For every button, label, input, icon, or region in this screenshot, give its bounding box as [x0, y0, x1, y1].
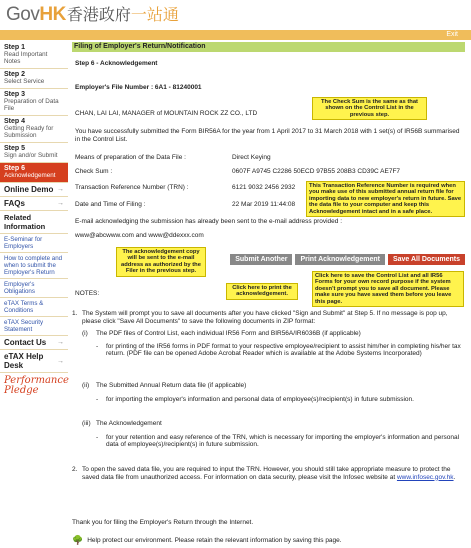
sidebar-link-how-to-complete[interactable]: How to complete and when to submit the Employer's Return — [0, 253, 68, 279]
callout-checksum: The Check Sum is the same as that shown on the Control List in the previous step. — [312, 97, 427, 120]
arrow-right-icon: → — [57, 200, 64, 207]
email-addresses: www@abcwww.com and www@ddexxx.com — [75, 232, 204, 239]
note-number: 1. — [72, 310, 78, 317]
logo-zh-text: 香港政府 — [66, 5, 131, 24]
sidebar-etax-help-desk[interactable] — [0, 350, 68, 373]
filing-date-label: Date and Time of Filing : — [75, 201, 146, 208]
filing-date-value: 22 Mar 2019 11:44:08 — [232, 201, 296, 208]
step-label: Acknowledgement — [4, 172, 56, 179]
sub-item-detail: for printing of the IR56 forms in PDF format to your respective employee/recipient to assist him/her in completing his/her tax return. (PDF file can be opened Adobe Acrobat Reader which is available at the Adobe Systems Incorporated) — [106, 342, 461, 358]
email-sent-text: E-mail acknowledging the submission has already been sent to the e-mail address provided : — [75, 218, 343, 225]
sidebar-link-obligations[interactable]: Employer's Obligations — [0, 279, 68, 298]
govhk-logo[interactable] — [6, 2, 179, 26]
page-title: Filing of Employer's Return/Notification — [72, 42, 465, 52]
sidebar-step-5 — [0, 143, 68, 163]
employer-file-number: Employer's File Number : 6A1 - 81240001 — [75, 84, 202, 91]
checksum-label: Check Sum : — [75, 168, 113, 175]
step-number: Step 2 — [4, 71, 26, 78]
sidebar — [0, 42, 68, 399]
logo-hk-text: HK — [39, 4, 66, 25]
performance-pledge-link[interactable]: Performance Pledge — [4, 375, 69, 396]
callout-print: Click here to print the acknowledgement. — [226, 283, 298, 300]
tree-icon: 🌳 — [72, 535, 84, 545]
note-1-iii: (iii) The Acknowledgement - for your retention and easy reference of the TRN, which is necessary for importing the employer's information and personal data of employee(s)/recipient(s) in future submission. — [72, 420, 465, 449]
sub-item-label: (ii) — [82, 382, 90, 389]
means-value: Direct Keying — [232, 154, 271, 161]
sidebar-step-6-active — [0, 163, 68, 183]
thank-you-text: Thank you for filing the Employer's Return through the Internet. — [72, 519, 254, 526]
step-label: Sign and/or Submit — [4, 152, 58, 159]
arrow-right-icon: → — [57, 339, 64, 346]
sub-item-label: (iii) — [82, 420, 91, 427]
sub-item-text: The Acknowledgement — [96, 420, 162, 427]
sidebar-contact-us[interactable] — [0, 336, 68, 350]
step-number: Step 6 — [4, 165, 26, 172]
environment-note — [72, 535, 342, 546]
print-acknowledgement-button[interactable]: Print Acknowledgement — [295, 254, 384, 265]
submit-another-button[interactable]: Submit Another — [230, 254, 292, 265]
main-content — [72, 42, 465, 52]
sidebar-link-terms[interactable]: eTAX Terms & Conditions — [0, 298, 68, 317]
callout-trn: This Transaction Reference Number is required when you make use of this submitted annual return file for importing data to new employer's return in future. Save the data file to your computer and keep this Acknowledgement intact and in a safe place. — [306, 181, 465, 217]
sidebar-online-demo[interactable] — [0, 183, 68, 197]
means-label: Means of preparation of the Data File : — [75, 154, 186, 161]
trn-label: Transaction Reference Number (TRN) : — [75, 184, 189, 191]
sidebar-link-e-seminar[interactable]: E-Seminar for Employers — [0, 234, 68, 253]
exit-button[interactable]: Exit — [439, 30, 465, 40]
sidebar-step-1 — [0, 42, 68, 69]
etax-help-label: eTAX Help Desk — [4, 352, 44, 370]
arrow-right-icon: → — [57, 186, 64, 193]
sidebar-step-3 — [0, 89, 68, 116]
step-label: Getting Ready for Submission — [4, 125, 54, 139]
notes-heading: NOTES: — [75, 290, 100, 297]
save-all-documents-button[interactable]: Save All Documents — [388, 254, 465, 265]
logo-gov-text: Gov — [6, 4, 40, 25]
note-1-text: The System will prompt you to save all documents after you have clicked "Sign and Submit" at Step 5. If no message is pop up, please click "Save All Documents" to save the following documents in ZIP format: — [82, 310, 448, 325]
sub-item-detail: for importing the employer's information and personal data of employee(s)/recipient(s) in future submission. — [106, 395, 414, 403]
logo-zh-accent-text: 一站通 — [130, 5, 179, 24]
related-info-label: Related Information — [4, 213, 46, 231]
top-bar — [0, 30, 471, 40]
step-heading: Step 6 - Acknowledgement — [75, 60, 158, 67]
arrow-right-icon: → — [57, 357, 64, 365]
note-1-ii: (ii) The Submitted Annual Return data file (if applicable) - for importing the employer's information and personal data of employee(s)/recipient(s) in future submission. — [72, 382, 465, 403]
step-number: Step 3 — [4, 91, 26, 98]
step-number: Step 1 — [4, 44, 26, 51]
success-message: You have successfully submitted the Form BIR56A for the year from 1 April 2017 to 31 March 2018 with 1 set(s) of IR56B summarised in the Control List. — [75, 128, 460, 143]
note-1 — [72, 310, 465, 325]
note-2: 2. To open the saved data file, you are required to input the TRN. However, you should still take appropriate measure to protect the saved data file from unauthorized access. For information on data security, please visit the Infosec website at www.infosec.gov.hk. — [72, 466, 456, 481]
trn-value: 6121 9032 2456 2932 — [232, 184, 296, 191]
sidebar-link-security[interactable]: eTAX Security Statement — [0, 317, 68, 336]
callout-email: The acknowledgement copy will be sent to the e-mail address as authorized by the Filer in the previous step. — [116, 247, 206, 277]
checksum-value: 0607F A9745 C2286 50ECD 97B55 208B3 CD39C AE7F7 — [232, 168, 401, 175]
step-label: Preparation of Data File — [4, 98, 59, 112]
sub-item-text: The PDF files of Control List, each individual IR56 Form and BIR56A/IR6036B (if applicable) — [96, 330, 361, 337]
step-number: Step 4 — [4, 118, 26, 125]
action-buttons — [72, 254, 465, 265]
sidebar-step-4 — [0, 116, 68, 143]
infosec-link[interactable]: www.infosec.gov.hk — [396, 473, 454, 481]
faqs-label: FAQs — [4, 199, 25, 208]
sidebar-step-2 — [0, 69, 68, 89]
contact-us-label: Contact Us — [4, 338, 47, 347]
step-label: Select Service — [4, 78, 45, 85]
sidebar-related-information — [0, 211, 68, 234]
online-demo-label: Online Demo — [4, 185, 54, 194]
step-number: Step 5 — [4, 145, 26, 152]
note-number: 2. — [72, 466, 78, 473]
sub-item-text: The Submitted Annual Return data file (if applicable) — [96, 382, 247, 389]
callout-save: Click here to save the Control List and all IR56 Forms for your own record purpose if the system doesn't prompt you to save all document. Please make sure you have saved them before you leave this page. — [312, 271, 464, 307]
environment-text: Help protect our environment. Please retain the relevant information by saving this page. — [87, 537, 342, 544]
sub-item-label: (i) — [82, 330, 88, 337]
note-1-i: (i) The PDF files of Control List, each individual IR56 Form and BIR56A/IR6036B (if applicable) - for printing of the IR56 forms in PDF format to your respective employee/recipient to assist him/her in completing his/her tax return. (PDF file can be opened Adobe Acrobat Reader which is available at the Adobe Systems Incorporated) — [72, 330, 465, 358]
note-2-text: To open the saved data file, you are required to input the TRN. However, you should still take appropriate measure to protect the saved data file from unauthorized access. For information on data security, please visit the Infosec website at — [82, 466, 451, 481]
step-label: Read Important Notes — [4, 51, 48, 65]
employer-name-line: CHAN, LAI LAI, MANAGER of MOUNTAIN ROCK ZZ CO., LTD — [75, 110, 258, 117]
sub-item-detail: for your retention and easy reference of the TRN, which is necessary for importing the employer's information and personal data of employee(s)/recipient(s) in future submission. — [106, 433, 460, 449]
sidebar-faqs[interactable] — [0, 197, 68, 211]
